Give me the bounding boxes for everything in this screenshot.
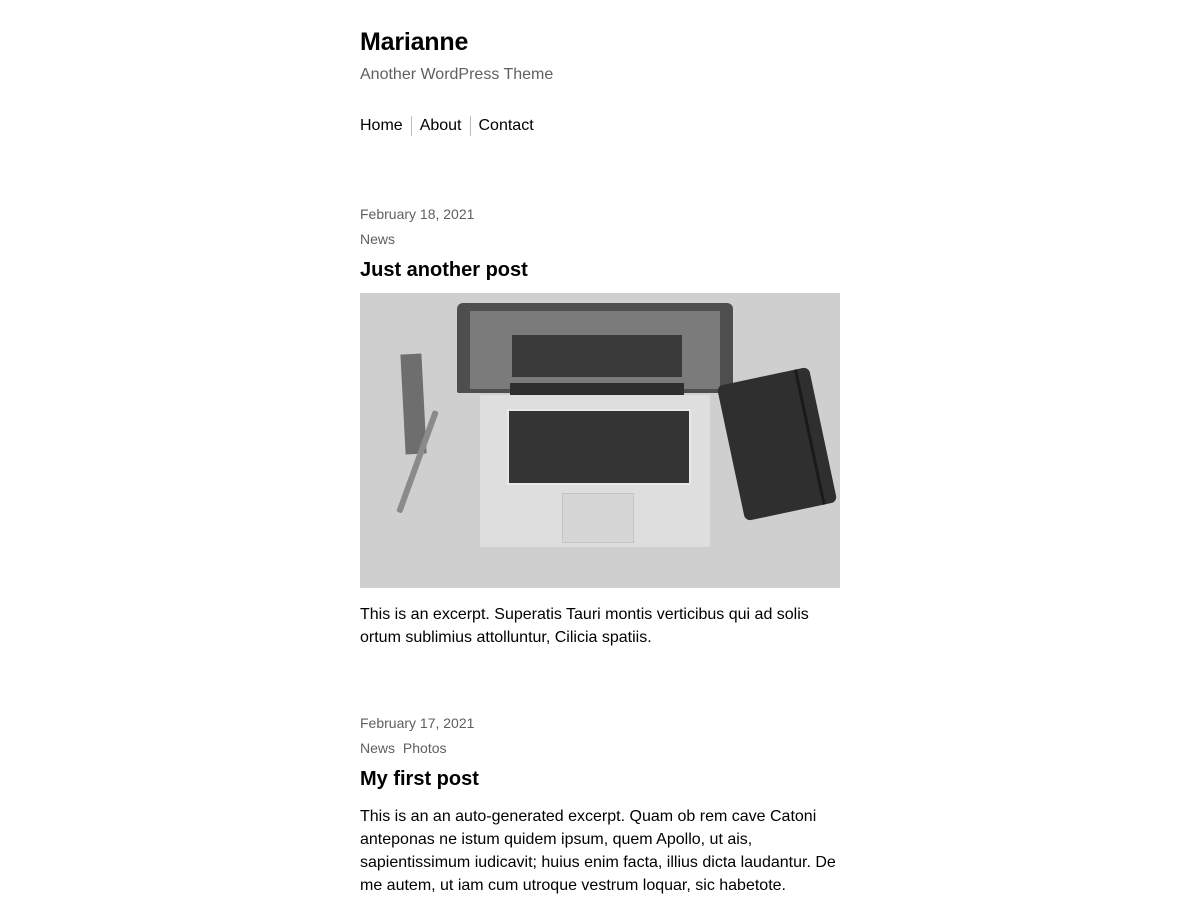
category-link[interactable]: News	[360, 231, 396, 247]
nav-item-home[interactable]: Home	[360, 117, 403, 134]
post-date[interactable]: February 18, 2021	[360, 206, 475, 222]
trackpad-shape	[562, 493, 634, 543]
post-date[interactable]: February 17, 2021	[360, 715, 475, 731]
notebook-band-shape	[794, 369, 826, 505]
nav-item-contact[interactable]: Contact	[470, 116, 542, 136]
primary-nav	[360, 116, 840, 136]
post-title[interactable]: My first post	[360, 768, 479, 790]
post-categories	[360, 230, 840, 248]
post-list	[360, 205, 840, 897]
notebook-shape	[717, 367, 838, 522]
category-link[interactable]: Photos	[402, 740, 447, 756]
page-container	[360, 0, 840, 897]
site-title[interactable]: Marianne	[360, 28, 469, 56]
site-header	[360, 27, 840, 136]
category-link[interactable]: News	[360, 740, 396, 756]
nav-item-about[interactable]: About	[411, 116, 470, 136]
keyboard-shape	[507, 409, 691, 485]
post-item	[360, 205, 840, 649]
site-description: Another WordPress Theme	[360, 66, 554, 83]
post-excerpt: This is an an auto-generated excerpt. Quam ob rem cave Catoni anteponas ne istum quidem ipsum, quem Apollo, ut ais, sapientissimum iudicavit; huius enim facta, illius dicta laudantur. De me autem, ut iam cum utroque vestrum loquar, sic habetote.	[360, 808, 836, 894]
post-categories	[360, 739, 840, 757]
screen-reflection-shape	[512, 335, 682, 377]
post-title[interactable]: Just another post	[360, 259, 528, 281]
post-excerpt: This is an excerpt. Superatis Tauri montis verticibus qui ad solis ortum sublimius attolluntur, Cilicia spatiis.	[360, 606, 809, 646]
post-item	[360, 714, 840, 897]
post-featured-image[interactable]	[360, 293, 840, 588]
